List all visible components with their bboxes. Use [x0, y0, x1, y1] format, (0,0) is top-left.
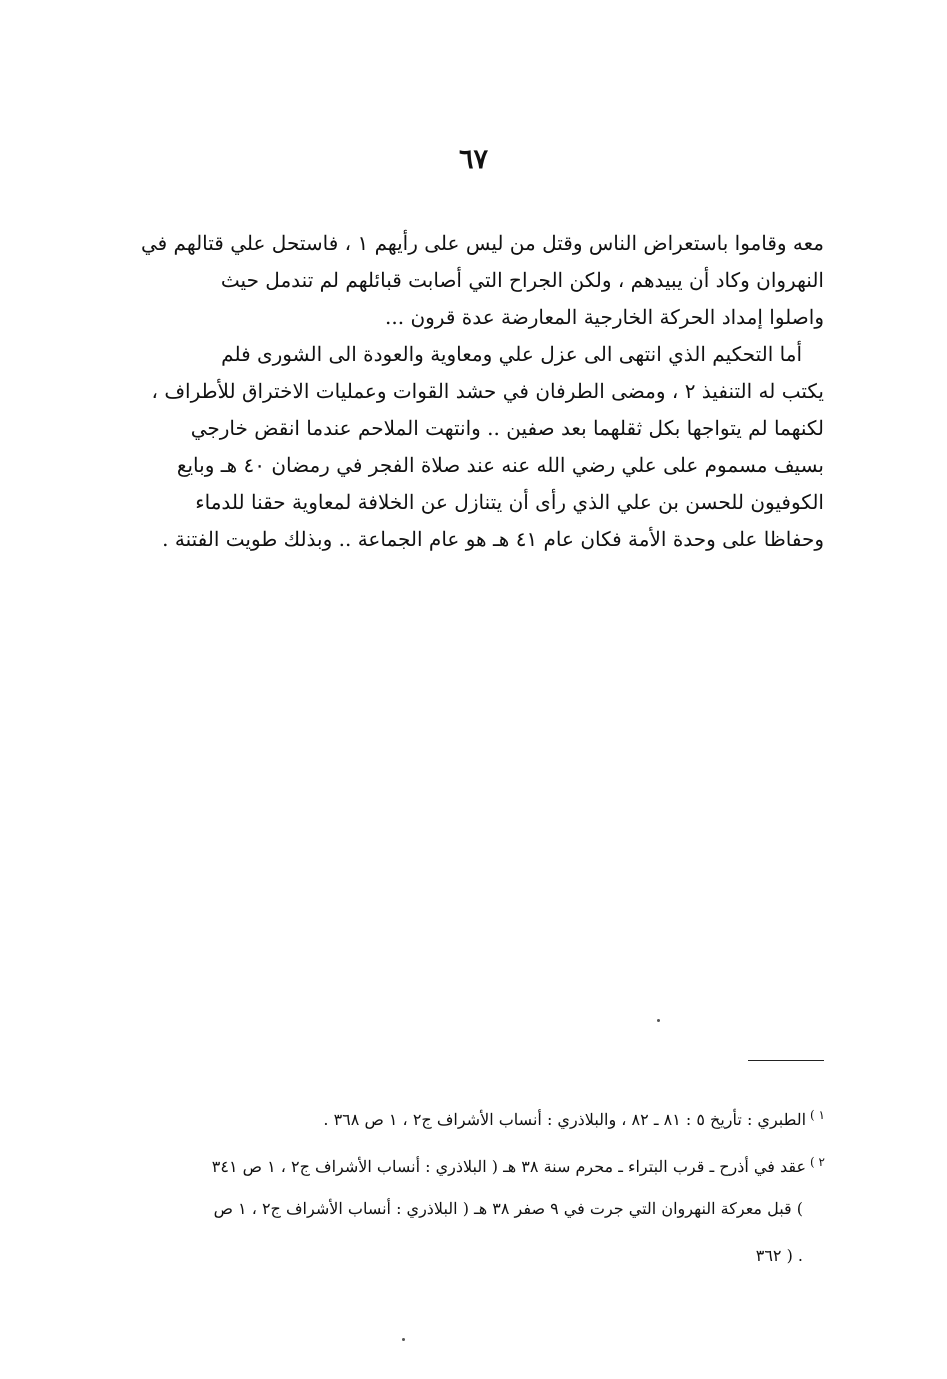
main-text — [98, 225, 824, 558]
body-line-1: معه وقاموا باستعراض الناس وقتل من ليس على رأيهم ١ ، فاستحل علي قتالهم في — [140, 231, 824, 255]
footnote-2-continuation-1: ) قبل معركة النهروان التي جرت في ٩ صفر ٣٨ هـ ( البلاذري : أنساب الأشراف ج٢ ، ١ ص — [213, 1199, 803, 1218]
footnote-2-continuation-2: . ( ٣٦٢ — [755, 1246, 803, 1265]
body-line-4: أما التحكيم الذي انتهى الى عزل علي ومعاوية والعودة الى الشورى فلم — [221, 342, 802, 366]
scan-speck — [402, 1338, 405, 1341]
footnote-2-number: ٢ ) — [810, 1155, 825, 1169]
page-number: ٦٧ — [458, 144, 488, 175]
body-line-5: يكتب له التنفيذ ٢ ، ومضى الطرفان في حشد القوات وعمليات الاختراق للأطراف ، — [151, 379, 824, 403]
body-line-2: النهروان وكاد أن يبيدهم ، ولكن الجراح التي أصابت قبائلهم لم تندمل حيث — [220, 268, 824, 292]
body-line-7: بسيف مسموم على علي رضي الله عنه عند صلاة الفجر في رمضان ٤٠ هـ وبايع — [176, 453, 824, 477]
footnote-separator — [748, 1060, 824, 1061]
footnote-1-text: الطبري : تأريخ ٥ : ٨١ ـ ٨٢ ، والبلاذري : أنساب الأشراف ج٢ ، ١ ص ٣٦٨ . — [323, 1110, 807, 1129]
body-line-8: الكوفيون للحسن بن علي الذي رأى أن يتنازل عن الخلافة لمعاوية حقنا للدماء — [195, 490, 824, 514]
body-line-6: لكنهما لم يتواجها بكل ثقلهما بعد صفين .. وانتهت الملاحم عندما انقض خارجي — [190, 416, 824, 440]
footnote-1 — [135, 1095, 825, 1142]
footnote-1-number: ١ ) — [810, 1108, 825, 1122]
footnote-2 — [135, 1142, 825, 1189]
footnotes — [135, 1095, 825, 1283]
footnote-2-text: عقد في أذرح ـ قرب البتراء ـ محرم سنة ٣٨ هـ ( البلاذري : أنساب الأشراف ج٢ ، ١ ص ٣٤١ — [211, 1157, 807, 1176]
body-line-3: واصلوا إمداد الحركة الخارجية المعارضة عدة قرون ... — [385, 305, 824, 329]
body-line-9: وحفاظا على وحدة الأمة فكان عام ٤١ هـ هو عام الجماعة .. وبذلك طويت الفتنة . — [162, 527, 824, 551]
scan-speck — [657, 1019, 660, 1022]
